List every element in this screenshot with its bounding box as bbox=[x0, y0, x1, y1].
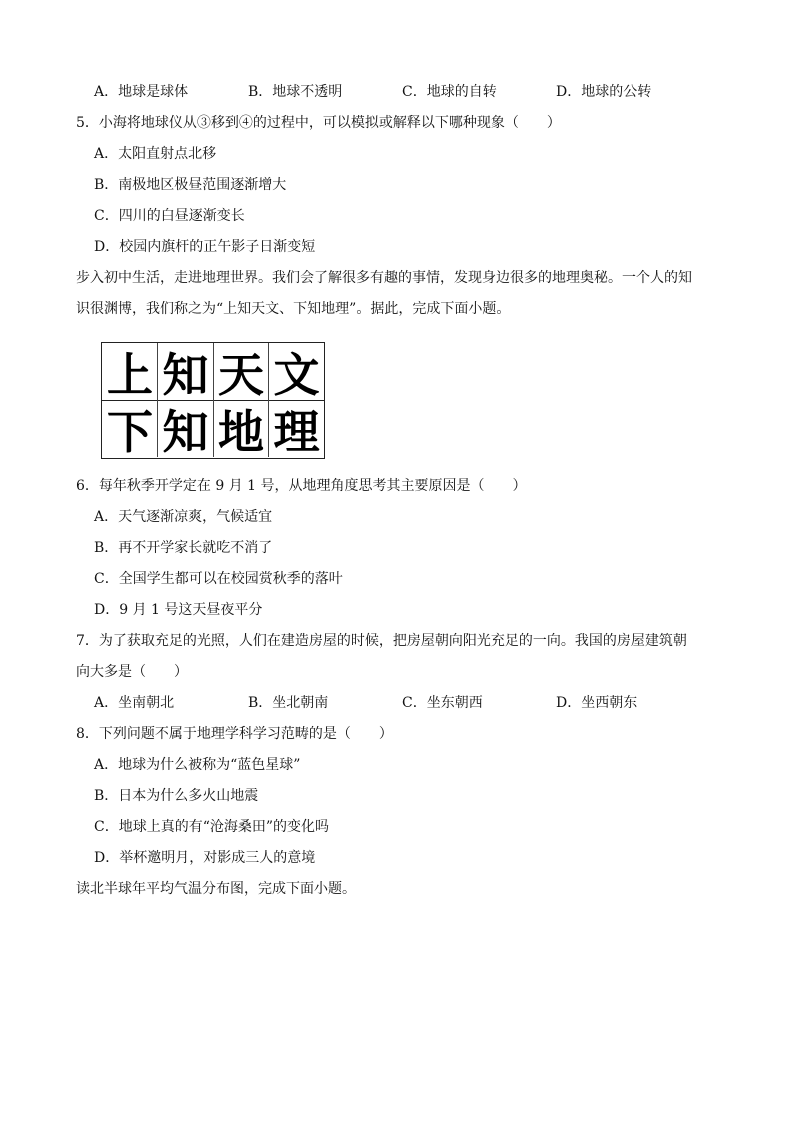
q6-option-b: B．再不开学家长就吃不消了 bbox=[94, 540, 273, 556]
calligraphy-char: 天 bbox=[213, 343, 269, 400]
q6-stem: 6．每年秋季开学定在 9 月 1 号，从地理角度思考其主要原因是（ ） bbox=[76, 478, 527, 494]
q4-options bbox=[94, 82, 714, 102]
q8-stem: 8．下列问题不属于地理学科学习范畴的是（ ） bbox=[76, 726, 393, 742]
q5-stem: 5．小海将地球仪从③移到④的过程中，可以模拟或解释以下哪种现象（ ） bbox=[76, 115, 561, 131]
q4-option-a: A．地球是球体 bbox=[94, 84, 189, 100]
q8-option-d: D．举杯邀明月，对影成三人的意境 bbox=[94, 850, 316, 866]
q5-option-d: D．校园内旗杆的正午影子日渐变短 bbox=[94, 239, 316, 255]
q4-option-c: C．地球的自转 bbox=[402, 84, 497, 100]
q6-option-a: A．天气逐渐凉爽，气候适宜 bbox=[94, 509, 273, 525]
calligraphy-char: 下 bbox=[102, 400, 158, 457]
q7-stem-line2: 向大多是（ ） bbox=[76, 664, 188, 680]
passage2: 读北半球年平均气温分布图，完成下面小题。 bbox=[76, 881, 356, 897]
calligraphy-char: 文 bbox=[273, 347, 319, 402]
calligraphy-row-2 bbox=[102, 400, 324, 457]
passage1-line2: 识很渊博，我们称之为“上知天文、下知地理”。据此，完成下面小题。 bbox=[76, 301, 511, 317]
q8-option-a: A．地球为什么被称为“蓝色星球” bbox=[94, 757, 301, 773]
q7-stem-line1: 7．为了获取充足的光照，人们在建造房屋的时候，把房屋朝向阳光充足的一向。我国的房屋建筑朝 bbox=[76, 633, 687, 649]
calligraphy-char: 上 bbox=[102, 343, 158, 400]
passage1-line1: 步入初中生活，走进地理世界。我们会了解很多有趣的事情，发现身边很多的地理奥秘。一个人的知 bbox=[76, 270, 692, 286]
q7-options bbox=[94, 693, 714, 713]
q8-option-b: B．日本为什么多火山地震 bbox=[94, 788, 259, 804]
q7-option-b: B．坐北朝南 bbox=[248, 695, 329, 711]
q7-option-a: A．坐南朝北 bbox=[94, 695, 175, 711]
q6-option-c: C．全国学生都可以在校园赏秋季的落叶 bbox=[94, 571, 343, 587]
q5-option-b: B．南极地区极昼范围逐渐增大 bbox=[94, 177, 287, 193]
q4-option-b: B．地球不透明 bbox=[248, 84, 343, 100]
q8-option-c: C．地球上真的有“沧海桑田”的变化吗 bbox=[94, 819, 330, 835]
calligraphy-char: 理 bbox=[273, 404, 319, 459]
calligraphy-char: 知 bbox=[158, 343, 214, 400]
q7-option-d: D．坐西朝东 bbox=[556, 695, 638, 711]
q6-option-d: D．9 月 1 号这天昼夜平分 bbox=[94, 602, 263, 618]
q5-option-a: A．太阳直射点北移 bbox=[94, 146, 217, 162]
calligraphy-row-1 bbox=[102, 343, 324, 401]
calligraphy-image bbox=[101, 342, 325, 459]
q5-option-c: C．四川的白昼逐渐变长 bbox=[94, 208, 245, 224]
q7-option-c: C．坐东朝西 bbox=[402, 695, 483, 711]
q4-option-d: D．地球的公转 bbox=[556, 84, 652, 100]
calligraphy-char: 知 bbox=[158, 400, 214, 457]
calligraphy-char: 地 bbox=[213, 400, 269, 457]
